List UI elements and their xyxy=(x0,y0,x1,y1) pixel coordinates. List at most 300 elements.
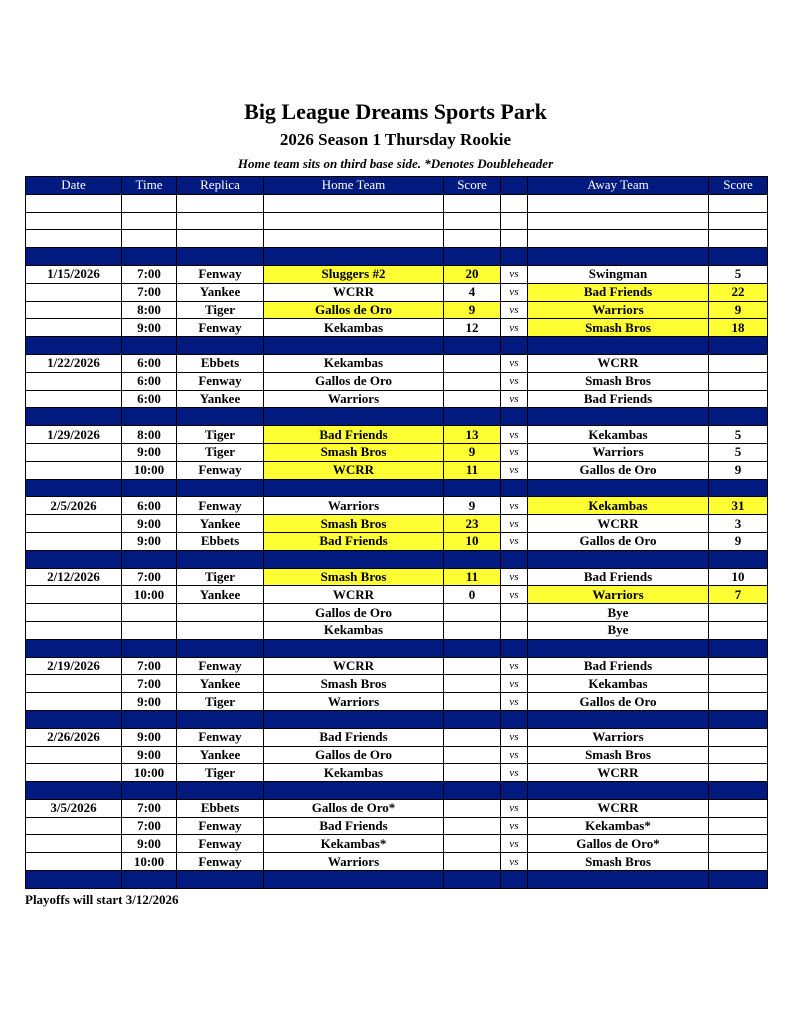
date-cell: 2/5/2026 xyxy=(26,497,122,515)
separator-cell xyxy=(709,639,768,657)
empty-cell xyxy=(528,194,709,212)
away-team-cell: Smash Bros xyxy=(528,319,709,337)
col-header-away-team: Away Team xyxy=(528,177,709,195)
date-cell xyxy=(26,301,122,319)
separator-cell xyxy=(264,337,444,355)
time-cell: 10:00 xyxy=(122,586,177,604)
separator-cell xyxy=(501,710,528,728)
replica-cell: Yankee xyxy=(177,586,264,604)
date-cell: 1/22/2026 xyxy=(26,354,122,372)
home-score-cell: 23 xyxy=(444,515,501,533)
separator-cell xyxy=(26,782,122,800)
vs-cell: vs xyxy=(501,515,528,533)
page-title: Big League Dreams Sports Park xyxy=(244,99,547,124)
game-row xyxy=(26,319,768,337)
home-score-cell xyxy=(444,390,501,408)
separator-cell xyxy=(709,871,768,889)
vs-cell: vs xyxy=(501,532,528,550)
time-cell: 7:00 xyxy=(122,675,177,693)
separator-cell xyxy=(528,710,709,728)
separator-cell xyxy=(26,408,122,426)
vs-cell: vs xyxy=(501,390,528,408)
home-score-cell: 10 xyxy=(444,532,501,550)
away-team-cell: Bad Friends xyxy=(528,657,709,675)
separator-cell xyxy=(444,248,501,266)
game-row xyxy=(26,835,768,853)
game-row xyxy=(26,657,768,675)
home-score-cell xyxy=(444,621,501,639)
time-cell: 7:00 xyxy=(122,657,177,675)
home-score-cell xyxy=(444,817,501,835)
vs-cell: vs xyxy=(501,746,528,764)
game-row xyxy=(26,497,768,515)
empty-cell xyxy=(444,194,501,212)
away-score-cell: 22 xyxy=(709,283,768,301)
home-team-cell: Warriors xyxy=(264,853,444,871)
away-score-cell: 5 xyxy=(709,426,768,444)
separator-cell xyxy=(444,550,501,568)
date-cell xyxy=(26,586,122,604)
col-header-date: Date xyxy=(26,177,122,195)
home-score-cell xyxy=(444,657,501,675)
separator-cell xyxy=(501,248,528,266)
replica-cell: Ebbets xyxy=(177,799,264,817)
replica-cell: Fenway xyxy=(177,497,264,515)
separator-cell xyxy=(709,479,768,497)
date-cell xyxy=(26,675,122,693)
empty-cell xyxy=(528,230,709,248)
schedule-body xyxy=(26,194,768,888)
away-score-cell xyxy=(709,764,768,782)
home-team-cell: Kekambas xyxy=(264,354,444,372)
empty-cell xyxy=(26,212,122,230)
separator-cell xyxy=(444,408,501,426)
vs-cell: vs xyxy=(501,728,528,746)
empty-cell xyxy=(26,194,122,212)
away-team-cell: Bad Friends xyxy=(528,283,709,301)
date-cell xyxy=(26,817,122,835)
date-cell xyxy=(26,693,122,711)
separator-cell xyxy=(26,710,122,728)
empty-cell xyxy=(528,212,709,230)
empty-cell xyxy=(177,230,264,248)
separator-cell xyxy=(709,248,768,266)
vs-cell: vs xyxy=(501,764,528,782)
separator-cell xyxy=(501,782,528,800)
home-score-cell xyxy=(444,746,501,764)
game-row xyxy=(26,586,768,604)
home-team-cell: Sluggers #2 xyxy=(264,265,444,283)
time-cell: 9:00 xyxy=(122,319,177,337)
separator-cell xyxy=(528,639,709,657)
separator-cell xyxy=(177,710,264,728)
time-cell: 10:00 xyxy=(122,461,177,479)
week-separator xyxy=(26,782,768,800)
date-cell xyxy=(26,604,122,622)
date-cell xyxy=(26,835,122,853)
game-row xyxy=(26,301,768,319)
game-row xyxy=(26,621,768,639)
vs-cell: vs xyxy=(501,693,528,711)
away-score-cell: 18 xyxy=(709,319,768,337)
col-header-away-score: Score xyxy=(709,177,768,195)
playoffs-note: Playoffs will start 3/12/2026 xyxy=(25,892,179,907)
separator-cell xyxy=(709,782,768,800)
time-cell: 6:00 xyxy=(122,390,177,408)
away-score-cell: 7 xyxy=(709,586,768,604)
away-score-cell xyxy=(709,728,768,746)
replica-cell: Tiger xyxy=(177,426,264,444)
separator-cell xyxy=(444,337,501,355)
empty-cell xyxy=(501,194,528,212)
away-team-cell: Kekambas xyxy=(528,497,709,515)
game-row xyxy=(26,568,768,586)
vs-cell: vs xyxy=(501,799,528,817)
time-cell: 9:00 xyxy=(122,835,177,853)
replica-cell: Ebbets xyxy=(177,532,264,550)
week-separator xyxy=(26,710,768,728)
vs-cell: vs xyxy=(501,835,528,853)
separator-cell xyxy=(177,408,264,426)
schedule-table xyxy=(25,176,768,889)
home-team-cell: Smash Bros xyxy=(264,515,444,533)
away-score-cell xyxy=(709,817,768,835)
empty-row xyxy=(26,194,768,212)
away-team-cell: WCRR xyxy=(528,354,709,372)
away-team-cell: WCRR xyxy=(528,799,709,817)
home-score-cell: 0 xyxy=(444,586,501,604)
separator-cell xyxy=(264,248,444,266)
home-score-cell: 11 xyxy=(444,568,501,586)
date-cell xyxy=(26,283,122,301)
game-row xyxy=(26,372,768,390)
away-team-cell: WCRR xyxy=(528,515,709,533)
home-score-cell xyxy=(444,835,501,853)
time-cell: 7:00 xyxy=(122,283,177,301)
time-cell: 7:00 xyxy=(122,799,177,817)
separator-cell xyxy=(122,479,177,497)
vs-cell: vs xyxy=(501,657,528,675)
separator-cell xyxy=(122,550,177,568)
separator-cell xyxy=(26,639,122,657)
game-row xyxy=(26,354,768,372)
home-team-cell: Bad Friends xyxy=(264,817,444,835)
vs-cell: vs xyxy=(501,372,528,390)
game-row xyxy=(26,515,768,533)
game-row xyxy=(26,283,768,301)
time-cell: 6:00 xyxy=(122,354,177,372)
replica-cell xyxy=(177,604,264,622)
empty-cell xyxy=(709,230,768,248)
home-score-cell xyxy=(444,764,501,782)
date-cell xyxy=(26,515,122,533)
empty-cell xyxy=(26,230,122,248)
away-team-cell: Gallos de Oro* xyxy=(528,835,709,853)
home-score-cell: 9 xyxy=(444,443,501,461)
vs-cell: vs xyxy=(501,817,528,835)
game-row xyxy=(26,675,768,693)
replica-cell: Fenway xyxy=(177,835,264,853)
home-team-cell: Gallos de Oro xyxy=(264,301,444,319)
away-score-cell xyxy=(709,799,768,817)
separator-cell xyxy=(177,337,264,355)
separator-cell xyxy=(444,639,501,657)
replica-cell: Fenway xyxy=(177,657,264,675)
home-team-cell: Bad Friends xyxy=(264,532,444,550)
replica-cell: Yankee xyxy=(177,283,264,301)
replica-cell: Fenway xyxy=(177,265,264,283)
game-row xyxy=(26,461,768,479)
separator-cell xyxy=(709,710,768,728)
separator-cell xyxy=(501,639,528,657)
away-score-cell xyxy=(709,657,768,675)
date-cell xyxy=(26,443,122,461)
vs-cell xyxy=(501,604,528,622)
date-cell: 2/12/2026 xyxy=(26,568,122,586)
away-score-cell: 10 xyxy=(709,568,768,586)
game-row xyxy=(26,799,768,817)
home-team-cell: Smash Bros xyxy=(264,568,444,586)
separator-cell xyxy=(177,782,264,800)
away-score-cell xyxy=(709,604,768,622)
separator-cell xyxy=(177,550,264,568)
game-row xyxy=(26,443,768,461)
home-score-cell xyxy=(444,693,501,711)
vs-cell: vs xyxy=(501,461,528,479)
separator-cell xyxy=(122,710,177,728)
separator-cell xyxy=(177,639,264,657)
home-team-cell: WCRR xyxy=(264,461,444,479)
game-row xyxy=(26,728,768,746)
date-cell xyxy=(26,621,122,639)
empty-cell xyxy=(501,230,528,248)
empty-cell xyxy=(709,212,768,230)
replica-cell: Fenway xyxy=(177,319,264,337)
away-score-cell xyxy=(709,835,768,853)
vs-cell: vs xyxy=(501,265,528,283)
away-score-cell xyxy=(709,621,768,639)
col-header-home-score: Score xyxy=(444,177,501,195)
empty-cell xyxy=(501,212,528,230)
separator-cell xyxy=(709,337,768,355)
away-team-cell: Gallos de Oro xyxy=(528,532,709,550)
away-score-cell: 31 xyxy=(709,497,768,515)
date-cell xyxy=(26,319,122,337)
vs-cell: vs xyxy=(501,497,528,515)
time-cell: 8:00 xyxy=(122,426,177,444)
replica-cell: Tiger xyxy=(177,443,264,461)
home-team-cell: Kekambas xyxy=(264,764,444,782)
home-team-cell: Gallos de Oro xyxy=(264,604,444,622)
date-cell: 3/5/2026 xyxy=(26,799,122,817)
home-score-cell xyxy=(444,372,501,390)
col-header-replica: Replica xyxy=(177,177,264,195)
empty-row xyxy=(26,230,768,248)
empty-cell xyxy=(444,212,501,230)
away-score-cell xyxy=(709,853,768,871)
date-cell xyxy=(26,532,122,550)
game-row xyxy=(26,693,768,711)
away-team-cell: Gallos de Oro xyxy=(528,461,709,479)
separator-cell xyxy=(26,479,122,497)
home-score-cell: 13 xyxy=(444,426,501,444)
away-team-cell: Smash Bros xyxy=(528,853,709,871)
replica-cell: Yankee xyxy=(177,675,264,693)
away-team-cell: Warriors xyxy=(528,443,709,461)
time-cell xyxy=(122,604,177,622)
empty-cell xyxy=(122,212,177,230)
away-score-cell: 9 xyxy=(709,532,768,550)
separator-cell xyxy=(501,871,528,889)
empty-cell xyxy=(709,194,768,212)
home-score-cell: 20 xyxy=(444,265,501,283)
vs-cell: vs xyxy=(501,319,528,337)
replica-cell: Fenway xyxy=(177,461,264,479)
home-team-cell: Bad Friends xyxy=(264,728,444,746)
date-cell xyxy=(26,372,122,390)
col-header-vs xyxy=(501,177,528,195)
separator-cell xyxy=(264,550,444,568)
week-separator xyxy=(26,408,768,426)
replica-cell: Yankee xyxy=(177,515,264,533)
away-score-cell xyxy=(709,354,768,372)
empty-cell xyxy=(177,194,264,212)
vs-cell: vs xyxy=(501,586,528,604)
home-score-cell xyxy=(444,799,501,817)
separator-cell xyxy=(264,479,444,497)
home-score-cell: 12 xyxy=(444,319,501,337)
separator-cell xyxy=(444,782,501,800)
game-row xyxy=(26,390,768,408)
game-row xyxy=(26,853,768,871)
separator-cell xyxy=(501,550,528,568)
separator-cell xyxy=(26,248,122,266)
away-score-cell xyxy=(709,372,768,390)
week-separator xyxy=(26,248,768,266)
empty-cell xyxy=(122,194,177,212)
home-team-cell: Gallos de Oro* xyxy=(264,799,444,817)
separator-cell xyxy=(177,871,264,889)
away-score-cell xyxy=(709,390,768,408)
separator-cell xyxy=(264,871,444,889)
away-score-cell xyxy=(709,693,768,711)
time-cell: 7:00 xyxy=(122,265,177,283)
separator-cell xyxy=(26,337,122,355)
home-team-cell: Gallos de Oro xyxy=(264,372,444,390)
time-cell: 9:00 xyxy=(122,532,177,550)
away-team-cell: Kekambas xyxy=(528,426,709,444)
separator-cell xyxy=(122,782,177,800)
home-score-cell xyxy=(444,354,501,372)
home-team-cell: Kekambas xyxy=(264,621,444,639)
home-team-cell: Smash Bros xyxy=(264,675,444,693)
empty-cell xyxy=(444,230,501,248)
replica-cell xyxy=(177,621,264,639)
separator-cell xyxy=(264,710,444,728)
separator-cell xyxy=(501,408,528,426)
separator-cell xyxy=(501,337,528,355)
replica-cell: Fenway xyxy=(177,372,264,390)
home-team-cell: Bad Friends xyxy=(264,426,444,444)
separator-cell xyxy=(528,782,709,800)
away-score-cell: 9 xyxy=(709,461,768,479)
separator-cell xyxy=(528,337,709,355)
separator-cell xyxy=(444,871,501,889)
separator-cell xyxy=(444,710,501,728)
empty-cell xyxy=(122,230,177,248)
home-team-cell: Kekambas* xyxy=(264,835,444,853)
separator-cell xyxy=(709,550,768,568)
replica-cell: Tiger xyxy=(177,764,264,782)
time-cell xyxy=(122,621,177,639)
separator-cell xyxy=(709,408,768,426)
separator-cell xyxy=(501,479,528,497)
time-cell: 10:00 xyxy=(122,853,177,871)
vs-cell: vs xyxy=(501,283,528,301)
away-team-cell: Warriors xyxy=(528,586,709,604)
away-score-cell: 3 xyxy=(709,515,768,533)
home-team-cell: WCRR xyxy=(264,283,444,301)
replica-cell: Fenway xyxy=(177,853,264,871)
time-cell: 7:00 xyxy=(122,817,177,835)
away-team-cell: Kekambas xyxy=(528,675,709,693)
replica-cell: Tiger xyxy=(177,693,264,711)
away-team-cell: Warriors xyxy=(528,301,709,319)
empty-cell xyxy=(177,212,264,230)
separator-cell xyxy=(528,408,709,426)
schedule-note: Home team sits on third base side. *Denotes Doubleheader xyxy=(237,156,554,171)
game-row xyxy=(26,265,768,283)
home-score-cell xyxy=(444,675,501,693)
home-team-cell: Warriors xyxy=(264,693,444,711)
home-score-cell xyxy=(444,604,501,622)
time-cell: 7:00 xyxy=(122,568,177,586)
game-row xyxy=(26,532,768,550)
away-team-cell: Bye xyxy=(528,604,709,622)
home-score-cell xyxy=(444,728,501,746)
replica-cell: Tiger xyxy=(177,568,264,586)
away-team-cell: Gallos de Oro xyxy=(528,693,709,711)
empty-cell xyxy=(264,212,444,230)
time-cell: 9:00 xyxy=(122,728,177,746)
separator-cell xyxy=(264,639,444,657)
home-score-cell: 9 xyxy=(444,301,501,319)
separator-cell xyxy=(264,782,444,800)
home-team-cell: Gallos de Oro xyxy=(264,746,444,764)
game-row xyxy=(26,426,768,444)
empty-cell xyxy=(264,230,444,248)
separator-cell xyxy=(122,639,177,657)
header-row xyxy=(26,177,768,195)
away-team-cell: Bad Friends xyxy=(528,390,709,408)
time-cell: 6:00 xyxy=(122,497,177,515)
empty-cell xyxy=(264,194,444,212)
date-cell xyxy=(26,764,122,782)
game-row xyxy=(26,764,768,782)
home-team-cell: WCRR xyxy=(264,586,444,604)
vs-cell: vs xyxy=(501,426,528,444)
date-cell xyxy=(26,746,122,764)
week-separator xyxy=(26,550,768,568)
replica-cell: Fenway xyxy=(177,817,264,835)
home-team-cell: Kekambas xyxy=(264,319,444,337)
date-cell xyxy=(26,461,122,479)
vs-cell: vs xyxy=(501,568,528,586)
vs-cell: vs xyxy=(501,675,528,693)
separator-cell xyxy=(528,479,709,497)
separator-cell xyxy=(177,248,264,266)
date-cell xyxy=(26,853,122,871)
